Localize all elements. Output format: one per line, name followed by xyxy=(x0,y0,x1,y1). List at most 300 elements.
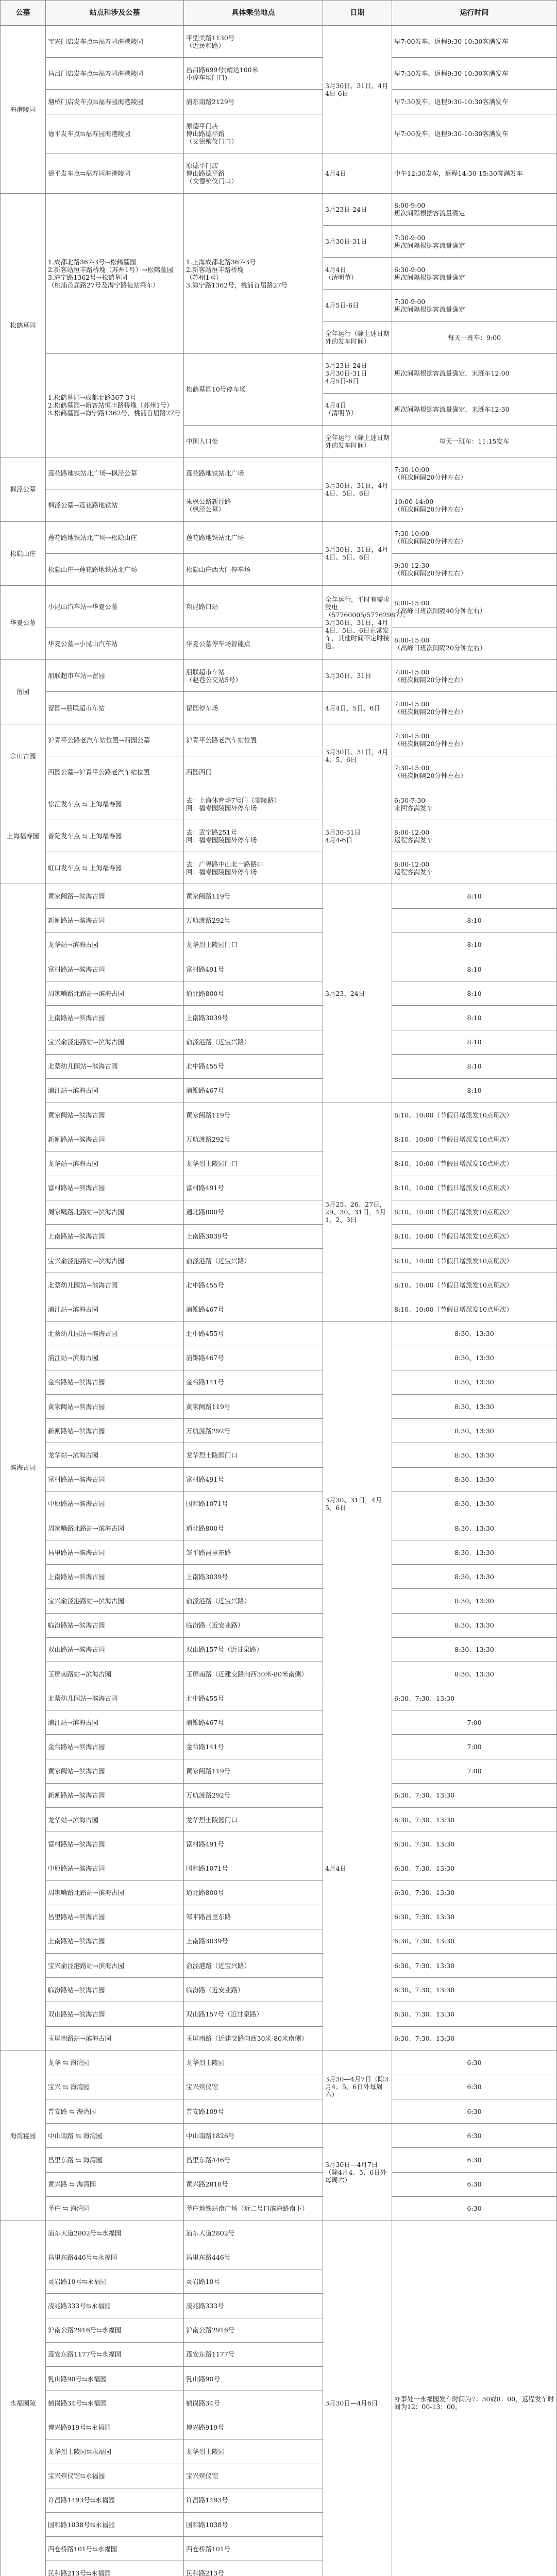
stop-cell: 北中路455号 xyxy=(184,1321,323,1346)
route-cell: 玉屏南路站→滨海古园 xyxy=(46,2026,184,2050)
time-cell: 8:30、13:30 xyxy=(392,1492,557,1516)
cemetery-name-cell: 海港陵园 xyxy=(1,26,46,194)
time-cell: 7:30-10:00 （班次间隔20分钟左右） xyxy=(392,457,557,489)
stop-cell: 临汾路（近安业路） xyxy=(184,1613,323,1637)
time-cell: 8:10 xyxy=(392,908,557,933)
route-cell: 朋联超市车站→留园 xyxy=(46,660,184,692)
stop-cell: 朱枫公路新泾路 （枫泾公墓） xyxy=(184,489,323,521)
table-row xyxy=(1,2172,557,2196)
stop-cell: 翔昆路口站 xyxy=(184,585,323,628)
time-cell: 8:30、13:30 xyxy=(392,1419,557,1443)
stop-cell: 中国人口处 xyxy=(184,426,323,457)
stop-cell: 朋联超市车站 （赵巷公交站5号） xyxy=(184,660,323,692)
stop-cell: 松鹤墓园10号停车场 xyxy=(184,353,323,425)
stop-cell: 宝兴殡仪馆 xyxy=(184,2075,323,2099)
time-cell: 7:00 xyxy=(392,1759,557,1783)
route-cell: 龙华 ⇆ 海湾园 xyxy=(46,2050,184,2075)
table-row xyxy=(1,692,557,724)
time-cell: 8:30、13:30 xyxy=(392,1589,557,1613)
time-cell: 8:10 xyxy=(392,1030,557,1054)
date-cell: 全年运行（除上述日期外的发车时间） xyxy=(323,426,392,457)
route-cell: 博兴路919号⇆永福园 xyxy=(46,2415,184,2439)
stop-cell: 去：广粤路中山北一路路口 回：福寿园陵园外停车场 xyxy=(184,852,323,884)
date-cell: 3月30-31日 4月4-6日 xyxy=(323,788,392,884)
time-cell: 8:30、13:30 xyxy=(392,1346,557,1370)
stop-cell: 昌吕路699号(靖达100米 小停车场门口) xyxy=(184,58,323,90)
cemetery-name-cell: 上海福寿园 xyxy=(1,788,46,884)
route-cell: 玉屏南路站→滨海古园 xyxy=(46,1662,184,1686)
time-cell: 7:00-15:00 （班次间隔20分钟左右） xyxy=(392,692,557,724)
table-row xyxy=(1,1978,557,2002)
stop-cell: 平型关路1130号 （近民和路） xyxy=(184,26,323,58)
stop-cell: 万航渡路292号 xyxy=(184,908,323,933)
time-cell: 8:00-15:00 （高峰日班次间隔20分钟左右） xyxy=(392,628,557,660)
stop-cell: 万航渡路292号 xyxy=(184,1419,323,1443)
time-cell: 6:30 xyxy=(392,2050,557,2075)
route-cell: 金台路站→滨海古园 xyxy=(46,1370,184,1394)
route-cell: 上南路站→滨海古园 xyxy=(46,1929,184,1953)
stop-cell: 西园西门 xyxy=(184,756,323,788)
time-cell: 10:00-14:00 （班次间隔20分钟左右） xyxy=(392,489,557,521)
route-cell: 新闸路站→滨海古园 xyxy=(46,908,184,933)
route-cell: 莲安东路1177号⇆永福园 xyxy=(46,2342,184,2366)
cemetery-name-cell: 松鹤墓园 xyxy=(1,193,46,457)
route-cell: 昌里路站→滨海古园 xyxy=(46,1540,184,1565)
stop-cell: 国和路1071号 xyxy=(184,1856,323,1880)
route-cell: 昌吕门店发车点⇆福寿园海港陵园 xyxy=(46,58,184,90)
route-cell: 留园→朋联超市车站 xyxy=(46,692,184,724)
route-cell: 龙华烈士陵园⇆永福园 xyxy=(46,2439,184,2464)
route-cell: 富村路站→滨海古园 xyxy=(46,957,184,981)
stop-cell: 万航渡路292号 xyxy=(184,1127,323,1151)
table-body xyxy=(1,26,557,2576)
column-header-time: 运行时间 xyxy=(392,1,557,26)
route-cell: 黄家阙站→滨海古园 xyxy=(46,1103,184,1127)
date-cell: 3月30日、31日，4月4日、5日、6日 xyxy=(323,457,392,521)
column-header-date: 日期 xyxy=(323,1,392,26)
stop-cell: 富村路491号 xyxy=(184,1467,323,1492)
route-cell: 鹤岗路34号⇆永福园 xyxy=(46,2391,184,2415)
time-cell: 8:30、13:30 xyxy=(392,1443,557,1467)
route-cell: 龙华站→滨海古园 xyxy=(46,1808,184,1832)
time-cell: 7:00 xyxy=(392,1735,557,1759)
time-cell: 8:30、13:30 xyxy=(392,1662,557,1686)
table-row xyxy=(1,58,557,90)
route-cell: 普安路 ⇆ 海湾园 xyxy=(46,2099,184,2124)
time-cell: 8:30、13:30 xyxy=(392,1467,557,1492)
route-cell: 北蔡幼儿园站→滨海古园 xyxy=(46,1686,184,1710)
time-cell: 8:10、10:00（节假日增派发10点班次） xyxy=(392,1151,557,1176)
time-cell: 8:00-12:00 返程客满发车 xyxy=(392,852,557,884)
stop-cell: 浦锦路467号 xyxy=(184,1078,323,1103)
stop-cell: 邹平路昌里东路 xyxy=(184,1540,323,1565)
route-cell: 黄家阙站→滨海古园 xyxy=(46,1395,184,1419)
time-cell: 8:10 xyxy=(392,957,557,981)
table-row xyxy=(1,154,557,193)
cemetery-name-cell: 永福园陵 xyxy=(1,2221,46,2576)
stop-cell: 富村路491号 xyxy=(184,1176,323,1200)
cemetery-name-cell: 留园 xyxy=(1,660,46,724)
route-cell: 民和路213号⇆永福园 xyxy=(46,2561,184,2576)
table-row xyxy=(1,1200,557,1224)
route-cell: 中原路站→滨海古园 xyxy=(46,1856,184,1880)
stop-cell: 通北路800号 xyxy=(184,981,323,1006)
route-cell: 小昆山汽车站→华夏公墓 xyxy=(46,585,184,628)
time-cell: 8:10 xyxy=(392,1006,557,1030)
stop-cell: 俞泾港路（近宝兴路） xyxy=(184,1954,323,1978)
time-cell: 8:00-9:00 班次间隔根据客流量确定 xyxy=(392,193,557,225)
stop-cell: 中山南路1826号 xyxy=(184,2124,323,2148)
table-row xyxy=(1,724,557,756)
route-cell: 枫泾公墓→莲花路地铁站 xyxy=(46,489,184,521)
route-cell: 徐汇发车点 ⇆ 上海福寿园 xyxy=(46,788,184,820)
time-cell: 6:30-9:00 班次间隔根据客流量确定 xyxy=(392,258,557,290)
table-row xyxy=(1,1127,557,1151)
route-cell: 昌里东路 ⇆ 海湾园 xyxy=(46,2148,184,2172)
route-cell: 上南路站→滨海古园 xyxy=(46,1565,184,1589)
stop-cell: 国和路1071号 xyxy=(184,1492,323,1516)
stop-cell: 莘庄地铁站南广场（近二号口滨海路南下） xyxy=(184,2196,323,2221)
cemetery-name-cell: 海湾寝园 xyxy=(1,2050,46,2221)
date-cell: 3月30日、31日 xyxy=(323,660,392,692)
time-cell: 6:30 xyxy=(392,2172,557,2196)
date-cell: 3月25、26、27日，29、30、31日，4月1、2、3日 xyxy=(323,1103,392,1322)
date-cell: 3月30日—4月6日 xyxy=(323,2221,392,2576)
route-cell: 浦江站→滨海古园 xyxy=(46,1346,184,1370)
stop-cell: 上南路3039号 xyxy=(184,1224,323,1248)
stop-cell: 俞泾港路（近宝兴路） xyxy=(184,1249,323,1273)
time-cell: 7:30-9:00 班次间隔根据客流量确定 xyxy=(392,226,557,258)
cemetery-name-cell: 华夏公墓 xyxy=(1,585,46,659)
stop-cell: 浦锦路467号 xyxy=(184,1710,323,1735)
time-cell: 早7:30发车，返程9:30-10:30客满发车 xyxy=(392,58,557,90)
date-cell: 3月30、31日，4月5、6日 xyxy=(323,1321,392,1686)
date-cell: 3月30日-31日 xyxy=(323,226,392,258)
stop-cell: 临汾路（近安业路） xyxy=(184,1978,323,2002)
time-cell: 8:10、10:00（节假日增派发10点班次） xyxy=(392,1103,557,1127)
stop-cell: 俞泾港路（近宝兴路） xyxy=(184,1030,323,1054)
route-cell: 中山南路 ⇆ 海湾园 xyxy=(46,2124,184,2148)
stop-cell: 黄兴路2818号 xyxy=(184,2172,323,2196)
time-cell: 班次间隔根据客流量确定，末班车12:30 xyxy=(392,393,557,425)
table-row xyxy=(1,981,557,1006)
table-row xyxy=(1,1613,557,1637)
stop-cell: 留园停车场 xyxy=(184,692,323,724)
time-cell: 6:30、7:30、13:30 xyxy=(392,1808,557,1832)
stop-cell: 民和路213号 xyxy=(184,2561,323,2576)
table-row xyxy=(1,1297,557,1321)
route-cell: 宝兴门店发车点⇆福寿园海港陵园 xyxy=(46,26,184,58)
date-cell: 4月4日 （清明节） xyxy=(323,393,392,425)
time-cell: 8:10、10:00（节假日增派发10点班次） xyxy=(392,1200,557,1224)
route-cell: 黄兴路 ⇆ 海湾园 xyxy=(46,2172,184,2196)
stop-cell: 北中路455号 xyxy=(184,1054,323,1078)
table-row xyxy=(1,1710,557,1735)
time-cell: 6:30 xyxy=(392,2075,557,2099)
table-row xyxy=(1,1637,557,1662)
route-cell: 新闸路站→滨海古园 xyxy=(46,1783,184,1807)
route-cell: 龙华站→滨海古园 xyxy=(46,933,184,957)
stop-cell: 龙华烈士陵园门口 xyxy=(184,1443,323,1467)
stop-cell: 上南路3039号 xyxy=(184,1565,323,1589)
time-cell: 6:30、7:30、13:30 xyxy=(392,2002,557,2026)
route-cell: 德平发车点⇆福寿园海港陵园 xyxy=(46,114,184,154)
stop-cell: 黄家阙路119号 xyxy=(184,1395,323,1419)
table-row xyxy=(1,1759,557,1783)
route-cell: 周家嘴路北路站→滨海古园 xyxy=(46,1516,184,1540)
route-cell: 宝兴俞泾港路站→滨海古园 xyxy=(46,1249,184,1273)
route-cell: 西仓桥路101号⇆永福园 xyxy=(46,2537,184,2561)
stop-cell: 邹平路昌里东路 xyxy=(184,1905,323,1929)
stop-cell: 黄家阙路119号 xyxy=(184,884,323,908)
time-cell: 8:10、10:00（节假日增派发10点班次） xyxy=(392,1273,557,1297)
table-row xyxy=(1,553,557,585)
time-cell: 8:00-12:00 返程客满发车 xyxy=(392,820,557,852)
time-cell: 9:30-12:30 （班次间隔20分钟左右） xyxy=(392,553,557,585)
table-row xyxy=(1,1783,557,1807)
date-cell: 4月4日、5日、6日 xyxy=(323,692,392,724)
date-cell: 3月23日-24日 3月30日-31日 4月5日-6日 xyxy=(323,353,392,393)
table-row xyxy=(1,2002,557,2026)
header-row xyxy=(1,1,557,26)
table-row xyxy=(1,1808,557,1832)
table-row xyxy=(1,1880,557,1905)
time-cell: 8:30、13:30 xyxy=(392,1540,557,1565)
date-cell: 全年运行，平时有需求致电（57760005/57762987）；3月30日、31日，4月4日、5日、6日正常发车，其他时间不定时接送。 xyxy=(323,585,392,659)
stop-cell: 普安路109号 xyxy=(184,2099,323,2124)
route-cell: 莲花路地铁站北广场→枫泾公墓 xyxy=(46,457,184,489)
route-cell: 宝兴俞泾港路站→滨海古园 xyxy=(46,1030,184,1054)
time-cell: 7:30-10:00 （班次间隔20分钟左右） xyxy=(392,521,557,553)
time-cell: 7:30-9:00 班次间隔根据客流量确定 xyxy=(392,290,557,321)
route-cell: 1.松鹤墓园→成都北路367-3号 2.松鹤墓园→新客站恒丰路桥堍（苏州1号） 3.松鹤墓园→海宁路1362号，桃浦首届路27号 xyxy=(46,353,184,457)
time-cell: 早7:30发车，返程9:30-10:30客满发车 xyxy=(392,90,557,114)
table-row xyxy=(1,2221,557,2245)
route-cell: 双山路站→滨海古园 xyxy=(46,2002,184,2026)
route-cell: 龙华站→滨海古园 xyxy=(46,1443,184,1467)
time-cell: 6:30 xyxy=(392,2148,557,2172)
stop-cell: 黄家阙路119号 xyxy=(184,1759,323,1783)
date-cell: 3月30—4月7日（除3月4、5、6日外每周六） xyxy=(323,2050,392,2124)
stop-cell: 万航渡路292号 xyxy=(184,1783,323,1807)
table-row xyxy=(1,2050,557,2075)
route-cell: 双山路站→滨海古园 xyxy=(46,1637,184,1662)
stop-cell: 昌里东路446号 xyxy=(184,2148,323,2172)
table-row xyxy=(1,1273,557,1297)
date-cell: 3月23日-24日 xyxy=(323,193,392,225)
time-cell: 8:10、10:00（节假日增派发10点班次） xyxy=(392,1297,557,1321)
table-row xyxy=(1,1054,557,1078)
table-row xyxy=(1,908,557,933)
route-cell: 西园公墓→沪青平公路老汽车站位置 xyxy=(46,756,184,788)
table-row xyxy=(1,756,557,788)
table-row xyxy=(1,852,557,884)
route-cell: 龙华站→滨海古园 xyxy=(46,1151,184,1176)
route-cell: 富村路站→滨海古园 xyxy=(46,1176,184,1200)
stop-cell: 去：武宁路251号 回：福寿园陵园外停车场 xyxy=(184,820,323,852)
stop-cell: 通北路800号 xyxy=(184,1516,323,1540)
table-row xyxy=(1,353,557,393)
time-cell: 8:10、10:00（节假日增派发10点班次） xyxy=(392,1249,557,1273)
stop-cell: 沪南公路2916号 xyxy=(184,2318,323,2342)
cemetery-name-cell: 松隐山庄 xyxy=(1,521,46,585)
stop-cell: 黄家阙路119号 xyxy=(184,1103,323,1127)
route-cell: 浦江站→滨海古园 xyxy=(46,1078,184,1103)
stop-cell: 上南路3039号 xyxy=(184,1929,323,1953)
stop-cell: 许昌路1493号 xyxy=(184,2488,323,2512)
table-row xyxy=(1,193,557,225)
stop-cell: 松隐山庄西大门停车场 xyxy=(184,553,323,585)
table-row xyxy=(1,90,557,114)
time-cell: 8:30、13:30 xyxy=(392,1516,557,1540)
route-cell: 临汾路站→滨海古园 xyxy=(46,1978,184,2002)
time-cell: 早7:00发车，返程9:30-10:30客满发车 xyxy=(392,114,557,154)
stop-cell: 鹤岗路34号 xyxy=(184,2391,323,2415)
stop-cell: 龙华烈士陵园门口 xyxy=(184,1151,323,1176)
time-cell: 8:00-15:00 （高峰日班次间隔40分钟左右） xyxy=(392,585,557,628)
route-cell: 宝兴俞泾港路站→滨海古园 xyxy=(46,1954,184,1978)
table-row xyxy=(1,1832,557,1856)
table-row xyxy=(1,585,557,628)
route-cell: 宝兴俞泾港路站→滨海古园 xyxy=(46,1589,184,1613)
table-row xyxy=(1,114,557,154)
table-row xyxy=(1,1370,557,1394)
stop-cell: 龙华烈士陵园 xyxy=(184,2439,323,2464)
table-row xyxy=(1,521,557,553)
stop-cell: 北中路455号 xyxy=(184,1273,323,1297)
time-cell: 7:30-15:00 （班次间隔20分钟左右） xyxy=(392,756,557,788)
column-header-stop: 具体乘坐地点 xyxy=(184,1,323,26)
time-cell: 每天一班车：11:15发车 xyxy=(392,426,557,457)
time-cell: 8:30、13:30 xyxy=(392,1370,557,1394)
time-cell: 6:30、7:30、13:30 xyxy=(392,1832,557,1856)
route-cell: 普陀发车点 ⇆ 上海福寿园 xyxy=(46,820,184,852)
table-row xyxy=(1,1467,557,1492)
route-cell: 周家嘴路北路站→滨海古园 xyxy=(46,981,184,1006)
table-row xyxy=(1,1905,557,1929)
table-row xyxy=(1,1540,557,1565)
stop-cell: 富村路491号 xyxy=(184,957,323,981)
route-cell: 浦江站→滨海古园 xyxy=(46,1710,184,1735)
time-cell: 8:10 xyxy=(392,933,557,957)
route-cell: 宝兴殡仪馆⇆永福园 xyxy=(46,2464,184,2488)
stop-cell: 宝兴殡仪馆 xyxy=(184,2464,323,2488)
route-cell: 新闸路站→滨海古园 xyxy=(46,1419,184,1443)
time-cell: 6:30、7:30、13:30 xyxy=(392,1783,557,1807)
table-row xyxy=(1,1492,557,1516)
table-row xyxy=(1,2099,557,2124)
date-cell: 4月4日 xyxy=(323,154,392,193)
date-cell: 全年运行（除上述日期外的发车时间） xyxy=(323,321,392,353)
stop-cell: 原德平门店 博山路德平路 （文德殡仪门口） xyxy=(184,154,323,193)
date-cell: 3月23、24日 xyxy=(323,884,392,1103)
time-cell: 8:10 xyxy=(392,1054,557,1078)
stop-cell: 浦锦路467号 xyxy=(184,1346,323,1370)
table-row xyxy=(1,1176,557,1200)
time-cell: 8:10、10:00（节假日增派发10点班次） xyxy=(392,1127,557,1151)
time-cell: 7:30-15:00 （班次间隔20分钟左右） xyxy=(392,724,557,756)
table-row xyxy=(1,1321,557,1346)
time-cell: 6:30 xyxy=(392,2124,557,2148)
stop-cell: 1.上海成都北路367-3号 2.新客站恒丰路桥堍 （苏州1号） 3.海宁路1362号，桃浦首届路27号 xyxy=(184,193,323,353)
route-cell: 德平发车点⇆福寿园海港陵园 xyxy=(46,154,184,193)
time-cell: 6:30、7:30、13:30 xyxy=(392,1954,557,1978)
time-cell: 6:30、7:30、13:30 xyxy=(392,1856,557,1880)
stop-cell: 莲安东路1177号 xyxy=(184,2342,323,2366)
time-cell: 8:10 xyxy=(392,981,557,1006)
time-cell: 7:00 xyxy=(392,1710,557,1735)
route-cell: 凌兆路333号⇆永福园 xyxy=(46,2294,184,2318)
table-row xyxy=(1,1735,557,1759)
stop-cell: 浦东南路2129号 xyxy=(184,90,323,114)
date-cell: 3月30日、31日，4月4日、5日、6日 xyxy=(323,521,392,585)
table-row xyxy=(1,1151,557,1176)
stop-cell: 通北路800号 xyxy=(184,1200,323,1224)
table-row xyxy=(1,1565,557,1589)
route-cell: 莘庄 ⇆ 海湾园 xyxy=(46,2196,184,2221)
time-cell: 8:30、13:30 xyxy=(392,1637,557,1662)
cemetery-name-cell: 滨海古园 xyxy=(1,884,46,2050)
stop-cell: 国和路1038号 xyxy=(184,2512,323,2536)
stop-cell: 玉屏南路（近建交路向西30米-80米南侧） xyxy=(184,2026,323,2050)
table-row xyxy=(1,2075,557,2099)
table-row xyxy=(1,1419,557,1443)
stop-cell: 玉屏南路（近建交路向西30米-80米南侧） xyxy=(184,1662,323,1686)
route-cell: 塘桥门店发车点⇆福寿园海港陵园 xyxy=(46,90,184,114)
stop-cell: 博兴路919号 xyxy=(184,2415,323,2439)
table-row xyxy=(1,1249,557,1273)
time-cell: 早7:00发车，返程9:30-10:30客满发车 xyxy=(392,26,557,58)
table-row xyxy=(1,1929,557,1953)
table-row xyxy=(1,1030,557,1054)
table-row xyxy=(1,1516,557,1540)
table-row xyxy=(1,1078,557,1103)
stop-cell: 去：上海体育场7号门（零陵路） 回：福寿园陵园外停车场 xyxy=(184,788,323,820)
table-row xyxy=(1,1662,557,1686)
route-cell: 北蔡幼儿园站→滨海古园 xyxy=(46,1273,184,1297)
stop-cell: 浦东大道2802号 xyxy=(184,2221,323,2245)
route-cell: 虹口发车点 ⇆ 上海福寿园 xyxy=(46,852,184,884)
stop-cell: 金台路141号 xyxy=(184,1370,323,1394)
route-cell: 昌里路站→滨海古园 xyxy=(46,1905,184,1929)
route-cell: 国和路1038号⇆永福园 xyxy=(46,2512,184,2536)
time-cell: 6:30、7:30、13:30 xyxy=(392,1880,557,1905)
stop-cell: 通北路800号 xyxy=(184,1880,323,1905)
route-cell: 浦东大道2802号⇆永福园 xyxy=(46,2221,184,2245)
route-cell: 昌里东路446号⇆永福园 xyxy=(46,2245,184,2269)
route-cell: 上南路站→滨海古园 xyxy=(46,1006,184,1030)
table-row xyxy=(1,1686,557,1710)
table-row xyxy=(1,1006,557,1030)
route-cell: 1.成都北路367-3号→松鹤墓园 2.新客站恒丰路桥堍（苏州1号）→松鹤墓园 3.海宁路1362号→松鹤墓园 （桃浦首届路27号及海宁路徒站乘车） xyxy=(46,193,184,353)
stop-cell: 浦锦路467号 xyxy=(184,1297,323,1321)
route-cell: 上南路站→滨海古园 xyxy=(46,1224,184,1248)
table-row xyxy=(1,884,557,908)
column-header-route: 站点和涉及公墓 xyxy=(46,1,184,26)
stop-cell: 龙华烈士陵园 xyxy=(184,2050,323,2075)
table-row xyxy=(1,2124,557,2148)
route-cell: 黄家阙路→滨海古园 xyxy=(46,884,184,908)
route-cell: 北蔡幼儿园站→滨海古园 xyxy=(46,1054,184,1078)
table-row xyxy=(1,628,557,660)
route-cell: 临汾路站→滨海古园 xyxy=(46,1613,184,1637)
stop-cell: 西仓桥路101号 xyxy=(184,2537,323,2561)
table-row xyxy=(1,2196,557,2221)
route-cell: 浦江站→滨海古园 xyxy=(46,1297,184,1321)
table-row xyxy=(1,1224,557,1248)
column-header-cemetery: 公墓 xyxy=(1,1,46,26)
time-cell: 6:30、7:30、13:30 xyxy=(392,1929,557,1953)
